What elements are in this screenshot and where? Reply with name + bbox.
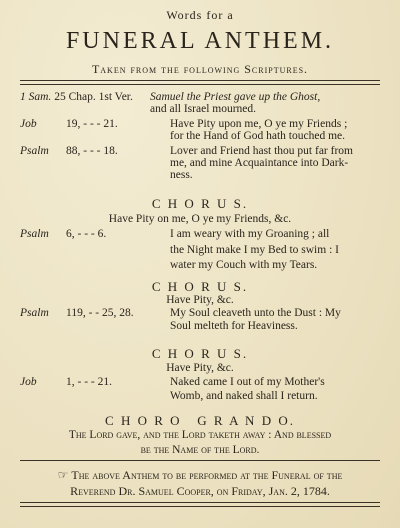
footer-line: Reverend Dr. Samuel Cooper, on Friday, Jan. 2, 1784. xyxy=(70,484,330,498)
passage-line: Samuel the Priest gave up the Ghost, xyxy=(150,91,321,103)
passage-row xyxy=(20,320,390,334)
passage-ref: 1 Sam. 25 Chap. 1st Ver. xyxy=(20,91,133,103)
passage-book: Job xyxy=(20,376,37,388)
passage-line: me, and mine Acquaintance into Dark- xyxy=(170,157,349,169)
passage-line: Have Pity upon me, O ye my Friends ; xyxy=(170,118,348,130)
passage-line: for the Hand of God hath touched me. xyxy=(170,130,346,142)
passage-ref: 19, - - - 21. xyxy=(66,118,118,130)
page-title: FUNERAL ANTHEM. xyxy=(65,28,335,54)
footer-line xyxy=(0,468,400,483)
passage-line: ness. xyxy=(170,169,193,181)
choro-grando-line: be the Name of the Lord. xyxy=(140,444,260,456)
footer-rule xyxy=(20,460,380,461)
footer-text: The above Anthem to be performed at the Funeral of the xyxy=(71,468,343,482)
passage-ref: 88, - - - 18. xyxy=(66,145,118,157)
passage-row xyxy=(20,103,390,117)
choro-grando-line: The Lord gave, and the Lord taketh away : And blessed xyxy=(68,429,332,441)
passage-line: My Soul cleaveth unto the Dust : My xyxy=(170,307,341,319)
words-for-line: Words for a xyxy=(166,8,234,22)
passage-book: Psalm xyxy=(20,228,49,240)
chorus-line: Have Pity, &c. xyxy=(166,294,234,306)
passage-line: Naked came I out of my Mother's xyxy=(170,376,325,388)
chorus-heading: C H O R U S. xyxy=(151,196,249,211)
header-rule xyxy=(20,80,380,85)
passage-line: the Night make I my Bed to swim : I xyxy=(170,244,339,256)
passage-book: Psalm xyxy=(20,307,49,319)
chorus-line: Have Pity, &c. xyxy=(166,362,234,374)
passage-line: Lover and Friend hast thou put far from xyxy=(170,145,353,157)
passage-row xyxy=(20,228,390,242)
passage-book: Psalm xyxy=(20,145,49,157)
passage-book: Job xyxy=(20,118,37,130)
chorus-line: Have Pity on me, O ye my Friends, &c. xyxy=(108,213,292,225)
passage-line: I am weary with my Groaning ; all xyxy=(170,228,330,240)
bottom-rule xyxy=(20,502,380,507)
taken-from-line: Taken from the following Scriptures. xyxy=(91,62,309,76)
passage-line: Womb, and naked shall I return. xyxy=(170,390,318,402)
passage-row xyxy=(20,259,390,273)
chorus-heading: C H O R U S. xyxy=(151,346,249,361)
passage-row xyxy=(20,130,390,144)
passage-row xyxy=(20,376,390,390)
passage-ref: 119, - - 25, 28. xyxy=(66,307,134,319)
passage-ref: 6, - - - 6. xyxy=(66,228,107,240)
passage-line: Soul melteth for Heaviness. xyxy=(170,320,298,332)
passage-row xyxy=(20,169,390,183)
passage-row xyxy=(20,307,390,321)
choro-grando-heading: C H O R O G R A N D O. xyxy=(105,413,295,428)
passage-ref: 1, - - - 21. xyxy=(66,376,112,388)
pointing-hand-icon: ☞ xyxy=(57,468,69,482)
passage-row xyxy=(20,390,390,404)
passage-line: and all Israel mourned. xyxy=(150,103,257,115)
passage-line: water my Couch with my Tears. xyxy=(170,259,318,271)
passage-row xyxy=(20,244,390,258)
chorus-heading: C H O R U S. xyxy=(151,279,249,294)
